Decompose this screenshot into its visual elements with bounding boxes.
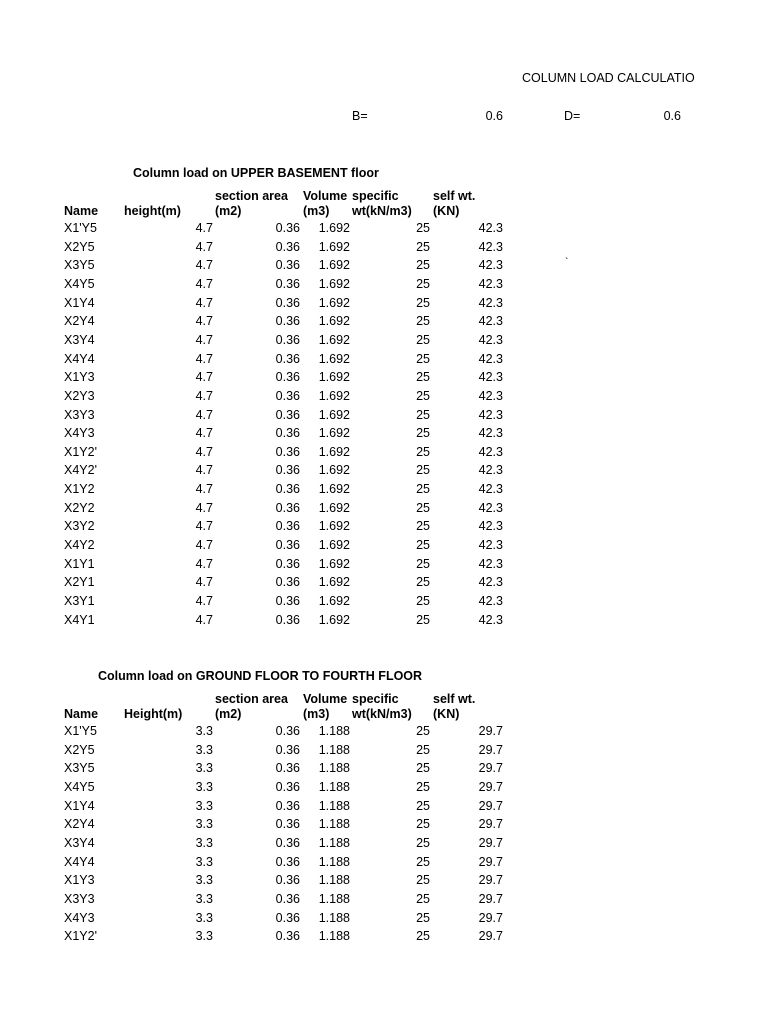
cell-volume: 1.188 — [318, 724, 350, 738]
header-specific-line1: specific — [352, 189, 399, 203]
cell-self-wt: 42.3 — [478, 463, 503, 478]
cell-volume: 1.692 — [318, 444, 350, 459]
cell-name: X4Y3 — [64, 426, 95, 441]
cell-section-area: 0.36 — [275, 519, 300, 534]
table-row — [0, 890, 768, 908]
cell-self-wt: 29.7 — [478, 835, 503, 850]
b-value: 0.6 — [485, 109, 503, 123]
cell-height: 3.3 — [195, 854, 213, 869]
cell-self-wt: 42.3 — [478, 239, 503, 254]
cell-height: 4.7 — [195, 538, 213, 553]
cell-section-area: 0.36 — [275, 779, 300, 794]
cell-height: 4.7 — [195, 407, 213, 422]
section1-heading: Column load on UPPER BASEMENT floor — [133, 166, 379, 180]
cell-height: 3.3 — [195, 724, 213, 738]
cell-self-wt: 42.3 — [478, 612, 503, 627]
cell-name: X2Y2 — [64, 500, 95, 515]
cell-specific-wt: 25 — [416, 575, 430, 590]
header-area-line2: (m2) — [215, 204, 242, 218]
cell-specific-wt: 25 — [416, 910, 430, 925]
table-row — [0, 927, 768, 945]
cell-name: X2Y5 — [64, 239, 95, 254]
cell-name: X4Y5 — [64, 276, 95, 291]
table-row — [0, 294, 768, 312]
table-row — [0, 871, 768, 889]
header-name: Name — [64, 204, 99, 218]
table-row — [0, 815, 768, 833]
cell-section-area: 0.36 — [275, 761, 300, 776]
cell-height: 4.7 — [195, 519, 213, 534]
header-area-line1: section area — [215, 189, 288, 203]
cell-self-wt: 29.7 — [478, 817, 503, 832]
header-height: height(m) — [124, 204, 181, 218]
cell-name: X2Y1 — [64, 575, 95, 590]
cell-self-wt: 42.3 — [478, 388, 503, 403]
cell-volume: 1.188 — [318, 873, 350, 888]
cell-self-wt: 42.3 — [478, 444, 503, 459]
cell-specific-wt: 25 — [416, 276, 430, 291]
cell-name: X1'Y5 — [64, 724, 97, 738]
cell-height: 3.3 — [195, 929, 213, 944]
cell-volume: 1.692 — [318, 276, 350, 291]
table-row — [0, 443, 768, 461]
cell-name: X1Y2' — [64, 929, 97, 944]
header-volume-line1: Volume — [303, 189, 348, 203]
cell-specific-wt: 25 — [416, 724, 430, 738]
cell-specific-wt: 25 — [416, 351, 430, 366]
table-row — [0, 909, 768, 927]
cell-section-area: 0.36 — [275, 221, 300, 235]
cell-self-wt: 29.7 — [478, 873, 503, 888]
cell-volume: 1.188 — [318, 742, 350, 757]
cell-specific-wt: 25 — [416, 314, 430, 329]
cell-section-area: 0.36 — [275, 873, 300, 888]
cell-name: X1Y1 — [64, 556, 95, 571]
cell-name: X3Y3 — [64, 407, 95, 422]
cell-height: 4.7 — [195, 482, 213, 497]
cell-self-wt: 42.3 — [478, 594, 503, 608]
cell-height: 4.7 — [195, 388, 213, 403]
cell-self-wt: 42.3 — [478, 314, 503, 329]
cell-section-area: 0.36 — [275, 724, 300, 738]
cell-name: X2Y4 — [64, 314, 95, 329]
cell-specific-wt: 25 — [416, 295, 430, 310]
cell-height: 3.3 — [195, 910, 213, 925]
cell-volume: 1.692 — [318, 407, 350, 422]
cell-volume: 1.692 — [318, 538, 350, 553]
cell-section-area: 0.36 — [275, 444, 300, 459]
cell-name: X1Y2 — [64, 482, 95, 497]
cell-volume: 1.692 — [318, 612, 350, 627]
cell-section-area: 0.36 — [275, 407, 300, 422]
cell-specific-wt: 25 — [416, 388, 430, 403]
cell-specific-wt: 25 — [416, 426, 430, 441]
cell-name: X3Y4 — [64, 835, 95, 850]
cell-self-wt: 29.7 — [478, 891, 503, 906]
d-label: D= — [564, 109, 581, 123]
table-row — [0, 387, 768, 405]
header-volume-line2: (m3) — [303, 204, 330, 218]
cell-volume: 1.692 — [318, 519, 350, 534]
cell-name: X4Y2' — [64, 463, 97, 478]
cell-height: 4.7 — [195, 239, 213, 254]
cell-section-area: 0.36 — [275, 556, 300, 571]
table-row — [0, 238, 768, 256]
cell-volume: 1.188 — [318, 761, 350, 776]
cell-section-area: 0.36 — [275, 463, 300, 478]
cell-specific-wt: 25 — [416, 370, 430, 385]
cell-section-area: 0.36 — [275, 332, 300, 347]
cell-volume: 1.692 — [318, 332, 350, 347]
cell-specific-wt: 25 — [416, 239, 430, 254]
cell-volume: 1.692 — [318, 370, 350, 385]
page-title: COLUMN LOAD CALCULATIO — [522, 71, 695, 85]
cell-self-wt: 42.3 — [478, 370, 503, 385]
cell-specific-wt: 25 — [416, 332, 430, 347]
cell-name: X3Y3 — [64, 891, 95, 906]
cell-height: 4.7 — [195, 426, 213, 441]
cell-self-wt: 42.3 — [478, 426, 503, 441]
cell-volume: 1.692 — [318, 556, 350, 571]
cell-section-area: 0.36 — [275, 258, 300, 273]
cell-section-area: 0.36 — [275, 239, 300, 254]
header-volume-line1: Volume — [303, 692, 348, 706]
cell-volume: 1.692 — [318, 500, 350, 515]
cell-height: 4.7 — [195, 295, 213, 310]
table-row — [0, 517, 768, 535]
cell-name: X4Y1 — [64, 612, 95, 627]
cell-self-wt: 42.3 — [478, 332, 503, 347]
cell-self-wt: 29.7 — [478, 724, 503, 738]
cell-volume: 1.692 — [318, 295, 350, 310]
table-row — [0, 499, 768, 517]
cell-height: 3.3 — [195, 835, 213, 850]
cell-section-area: 0.36 — [275, 612, 300, 627]
cell-name: X4Y3 — [64, 910, 95, 925]
cell-specific-wt: 25 — [416, 817, 430, 832]
cell-volume: 1.692 — [318, 575, 350, 590]
cell-height: 3.3 — [195, 798, 213, 813]
cell-section-area: 0.36 — [275, 426, 300, 441]
cell-self-wt: 29.7 — [478, 929, 503, 944]
cell-volume: 1.692 — [318, 594, 350, 608]
cell-volume: 1.188 — [318, 798, 350, 813]
header-selfwt-line1: self wt. — [433, 189, 476, 203]
cell-name: X3Y5 — [64, 761, 95, 776]
cell-height: 4.7 — [195, 556, 213, 571]
table-row — [0, 834, 768, 852]
cell-specific-wt: 25 — [416, 221, 430, 235]
header-name: Name — [64, 707, 99, 721]
cell-self-wt: 29.7 — [478, 761, 503, 776]
cell-self-wt: 42.3 — [478, 221, 503, 235]
cell-height: 4.7 — [195, 258, 213, 273]
cell-name: X1Y4 — [64, 798, 95, 813]
cell-name: X2Y5 — [64, 742, 95, 757]
cell-specific-wt: 25 — [416, 482, 430, 497]
table-row — [0, 741, 768, 759]
cell-volume: 1.188 — [318, 779, 350, 794]
table-row — [0, 759, 768, 777]
cell-specific-wt: 25 — [416, 556, 430, 571]
cell-height: 4.7 — [195, 444, 213, 459]
cell-volume: 1.188 — [318, 929, 350, 944]
cell-section-area: 0.36 — [275, 835, 300, 850]
cell-name: X1Y2' — [64, 444, 97, 459]
cell-section-area: 0.36 — [275, 482, 300, 497]
table-row — [0, 853, 768, 871]
cell-self-wt: 42.3 — [478, 407, 503, 422]
cell-section-area: 0.36 — [275, 575, 300, 590]
cell-name: X3Y2 — [64, 519, 95, 534]
header-volume-line2: (m3) — [303, 707, 330, 721]
cell-specific-wt: 25 — [416, 612, 430, 627]
table-row — [0, 219, 768, 237]
table-row — [0, 331, 768, 349]
table-row — [0, 573, 768, 591]
cell-height: 4.7 — [195, 594, 213, 608]
cell-section-area: 0.36 — [275, 388, 300, 403]
cell-specific-wt: 25 — [416, 594, 430, 608]
cell-name: X2Y3 — [64, 388, 95, 403]
cell-section-area: 0.36 — [275, 910, 300, 925]
cell-section-area: 0.36 — [275, 798, 300, 813]
stray-mark: ` — [565, 257, 569, 268]
cell-height: 4.7 — [195, 221, 213, 235]
header-area-line1: section area — [215, 692, 288, 706]
cell-volume: 1.692 — [318, 463, 350, 478]
table-row — [0, 611, 768, 629]
cell-section-area: 0.36 — [275, 314, 300, 329]
cell-volume: 1.188 — [318, 835, 350, 850]
cell-section-area: 0.36 — [275, 295, 300, 310]
cell-specific-wt: 25 — [416, 538, 430, 553]
cell-specific-wt: 25 — [416, 500, 430, 515]
cell-name: X1Y3 — [64, 370, 95, 385]
table-row — [0, 797, 768, 815]
cell-height: 4.7 — [195, 575, 213, 590]
cell-volume: 1.692 — [318, 351, 350, 366]
header-specific-line2: wt(kN/m3) — [352, 204, 412, 218]
cell-specific-wt: 25 — [416, 798, 430, 813]
table-row — [0, 592, 768, 610]
cell-volume: 1.692 — [318, 258, 350, 273]
table-row — [0, 406, 768, 424]
cell-section-area: 0.36 — [275, 538, 300, 553]
cell-self-wt: 42.3 — [478, 258, 503, 273]
cell-specific-wt: 25 — [416, 929, 430, 944]
cell-specific-wt: 25 — [416, 779, 430, 794]
cell-name: X3Y1 — [64, 594, 95, 608]
cell-height: 4.7 — [195, 351, 213, 366]
cell-self-wt: 42.3 — [478, 556, 503, 571]
table-row — [0, 722, 768, 740]
cell-specific-wt: 25 — [416, 742, 430, 757]
cell-specific-wt: 25 — [416, 891, 430, 906]
cell-section-area: 0.36 — [275, 500, 300, 515]
cell-name: X1Y3 — [64, 873, 95, 888]
cell-name: X2Y4 — [64, 817, 95, 832]
cell-height: 4.7 — [195, 463, 213, 478]
cell-self-wt: 42.3 — [478, 482, 503, 497]
cell-specific-wt: 25 — [416, 835, 430, 850]
header-selfwt-line2: (KN) — [433, 204, 460, 218]
table-row — [0, 424, 768, 442]
table-row — [0, 312, 768, 330]
cell-volume: 1.692 — [318, 239, 350, 254]
table-row — [0, 350, 768, 368]
cell-height: 4.7 — [195, 612, 213, 627]
cell-name: X1'Y5 — [64, 221, 97, 235]
cell-self-wt: 42.3 — [478, 276, 503, 291]
d-value: 0.6 — [663, 109, 681, 123]
table-row — [0, 480, 768, 498]
cell-specific-wt: 25 — [416, 407, 430, 422]
cell-height: 4.7 — [195, 314, 213, 329]
table-row — [0, 461, 768, 479]
cell-height: 3.3 — [195, 891, 213, 906]
table-row — [0, 778, 768, 796]
header-specific-line2: wt(kN/m3) — [352, 707, 412, 721]
cell-self-wt: 29.7 — [478, 798, 503, 813]
header-selfwt-line1: self wt. — [433, 692, 476, 706]
cell-name: X3Y4 — [64, 332, 95, 347]
cell-self-wt: 29.7 — [478, 779, 503, 794]
table-row — [0, 368, 768, 386]
cell-height: 3.3 — [195, 817, 213, 832]
cell-self-wt: 29.7 — [478, 854, 503, 869]
cell-specific-wt: 25 — [416, 258, 430, 273]
cell-section-area: 0.36 — [275, 742, 300, 757]
table-row — [0, 275, 768, 293]
cell-section-area: 0.36 — [275, 276, 300, 291]
cell-volume: 1.692 — [318, 221, 350, 235]
cell-name: X1Y4 — [64, 295, 95, 310]
cell-self-wt: 29.7 — [478, 910, 503, 925]
cell-height: 3.3 — [195, 742, 213, 757]
cell-name: X3Y5 — [64, 258, 95, 273]
cell-section-area: 0.36 — [275, 891, 300, 906]
cell-height: 3.3 — [195, 761, 213, 776]
cell-name: X4Y4 — [64, 351, 95, 366]
cell-specific-wt: 25 — [416, 519, 430, 534]
b-label: B= — [352, 109, 368, 123]
cell-volume: 1.692 — [318, 426, 350, 441]
cell-specific-wt: 25 — [416, 761, 430, 776]
cell-height: 3.3 — [195, 779, 213, 794]
cell-specific-wt: 25 — [416, 463, 430, 478]
cell-section-area: 0.36 — [275, 370, 300, 385]
cell-height: 3.3 — [195, 873, 213, 888]
cell-height: 4.7 — [195, 370, 213, 385]
cell-section-area: 0.36 — [275, 594, 300, 608]
cell-height: 4.7 — [195, 276, 213, 291]
cell-height: 4.7 — [195, 500, 213, 515]
cell-volume: 1.188 — [318, 910, 350, 925]
cell-self-wt: 42.3 — [478, 519, 503, 534]
table-row — [0, 555, 768, 573]
cell-section-area: 0.36 — [275, 817, 300, 832]
cell-volume: 1.188 — [318, 854, 350, 869]
section2-heading: Column load on GROUND FLOOR TO FOURTH FLOOR — [98, 669, 423, 683]
cell-self-wt: 42.3 — [478, 500, 503, 515]
cell-specific-wt: 25 — [416, 873, 430, 888]
cell-specific-wt: 25 — [416, 854, 430, 869]
header-height: Height(m) — [124, 707, 183, 721]
cell-section-area: 0.36 — [275, 929, 300, 944]
cell-self-wt: 42.3 — [478, 538, 503, 553]
cell-volume: 1.188 — [318, 817, 350, 832]
cell-name: X4Y5 — [64, 779, 95, 794]
cell-volume: 1.188 — [318, 891, 350, 906]
cell-volume: 1.692 — [318, 388, 350, 403]
cell-volume: 1.692 — [318, 314, 350, 329]
cell-self-wt: 42.3 — [478, 295, 503, 310]
cell-section-area: 0.36 — [275, 854, 300, 869]
table-row — [0, 536, 768, 554]
cell-self-wt: 29.7 — [478, 742, 503, 757]
header-specific-line1: specific — [352, 692, 399, 706]
cell-specific-wt: 25 — [416, 444, 430, 459]
cell-name: X4Y4 — [64, 854, 95, 869]
header-area-line2: (m2) — [215, 707, 242, 721]
cell-volume: 1.692 — [318, 482, 350, 497]
cell-name: X4Y2 — [64, 538, 95, 553]
cell-self-wt: 42.3 — [478, 575, 503, 590]
cell-height: 4.7 — [195, 332, 213, 347]
cell-self-wt: 42.3 — [478, 351, 503, 366]
cell-section-area: 0.36 — [275, 351, 300, 366]
header-selfwt-line2: (KN) — [433, 707, 460, 721]
table-row — [0, 256, 768, 274]
